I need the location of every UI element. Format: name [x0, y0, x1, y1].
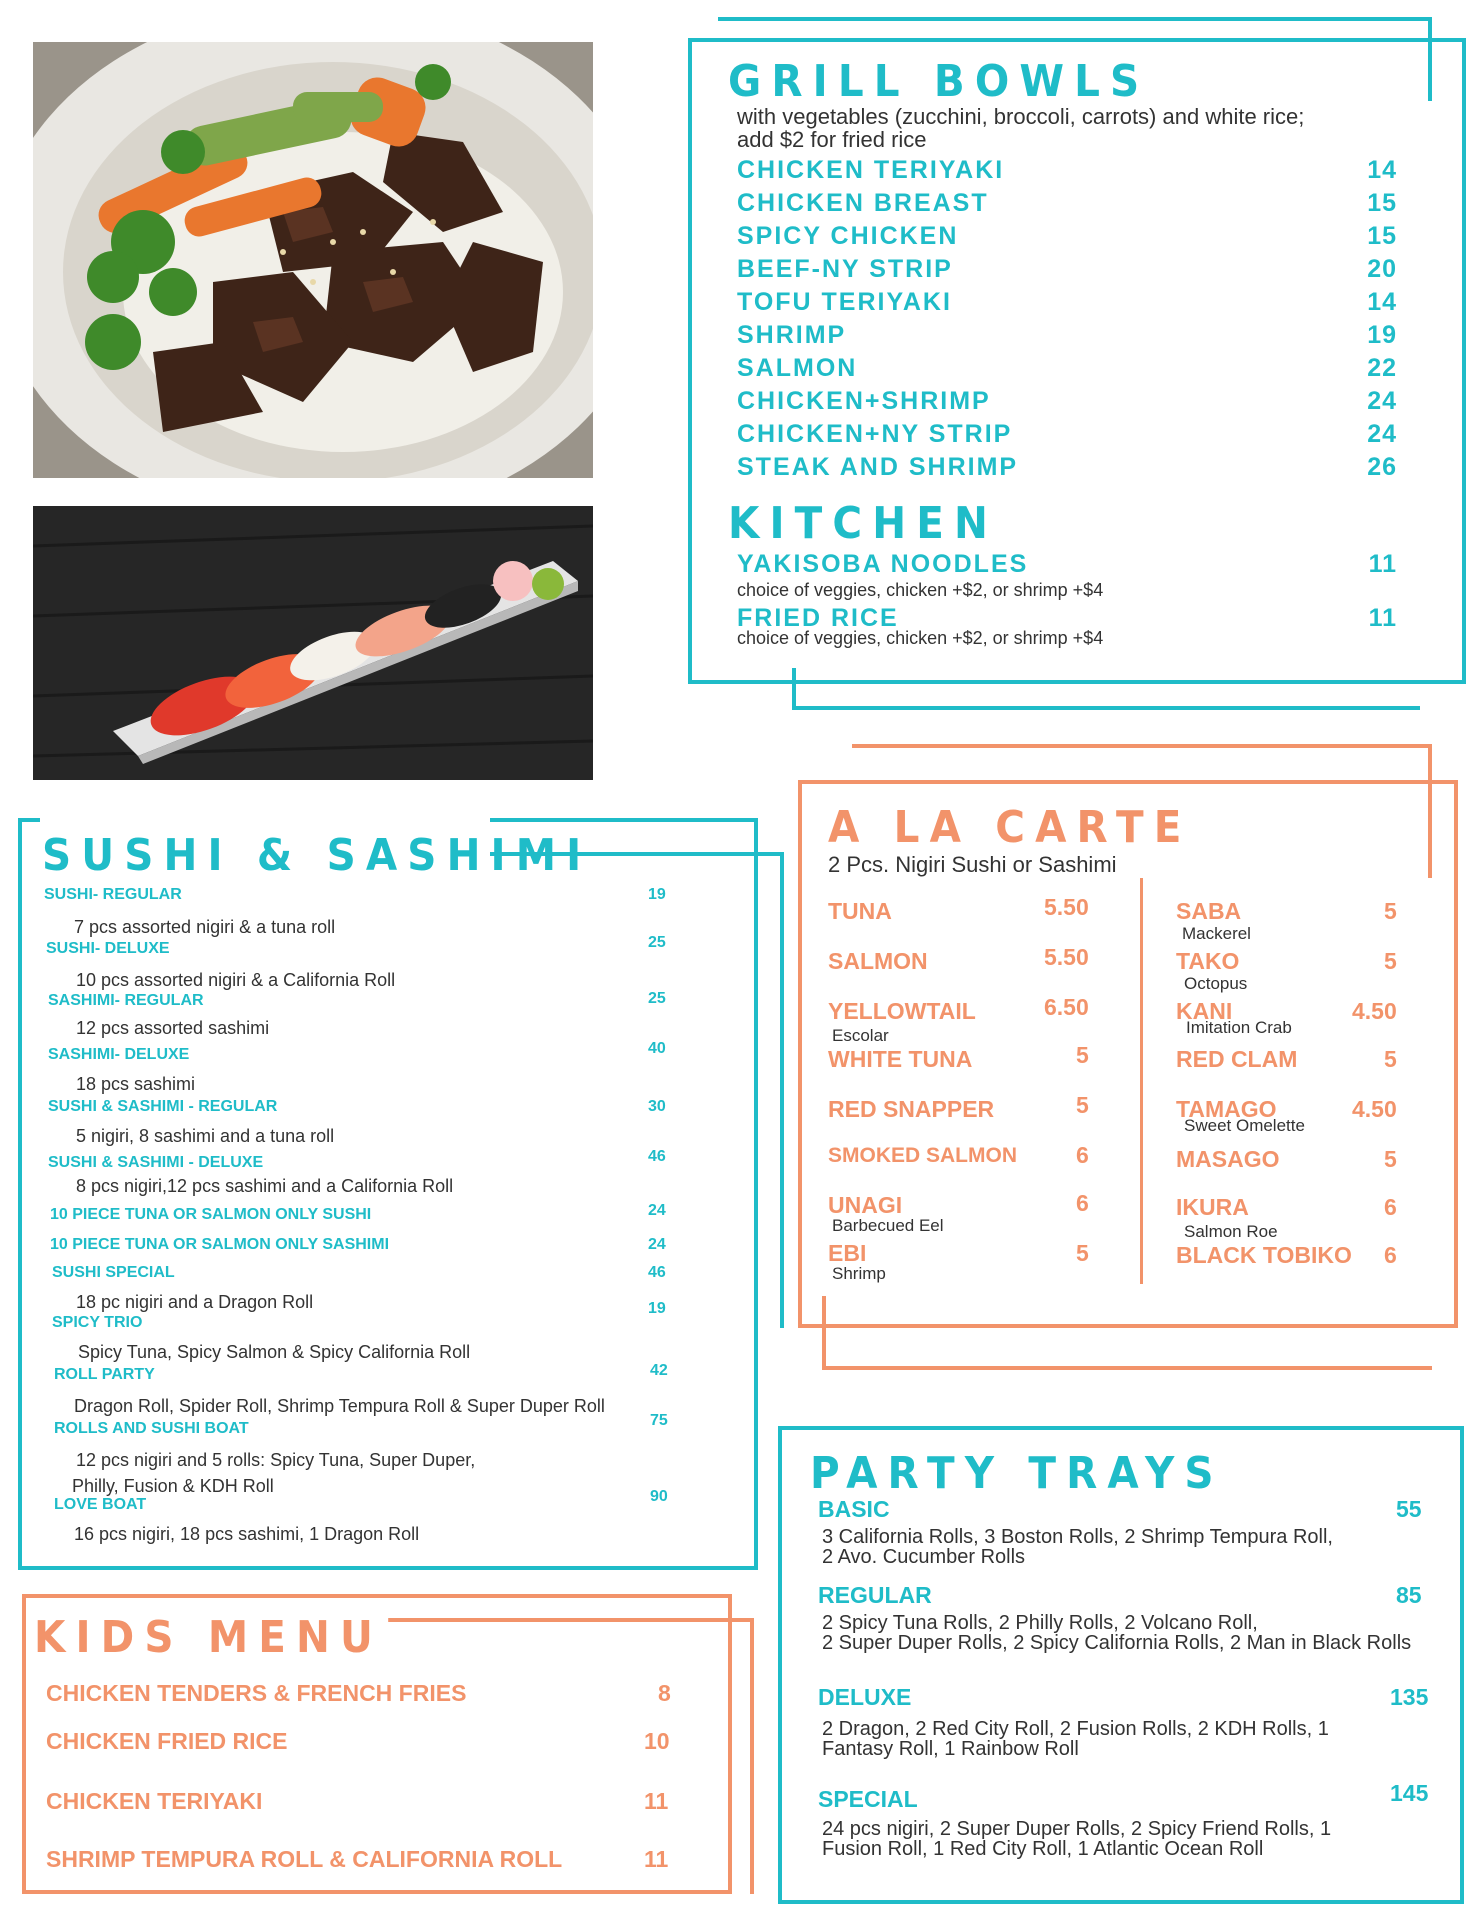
item-price: 6 — [1384, 1194, 1397, 1220]
item-price: 24 — [1367, 387, 1397, 415]
item-price: 20 — [1367, 255, 1397, 283]
sushi-top-left — [18, 818, 40, 822]
item-name[interactable]: RED CLAM — [1176, 1046, 1298, 1072]
item-desc: 18 pcs sashimi — [76, 1074, 196, 1094]
list-item[interactable] — [737, 255, 1397, 285]
item-desc: 18 pc nigiri and a Dragon Roll — [76, 1292, 314, 1312]
item-name[interactable]: WHITE TUNA — [828, 1046, 973, 1072]
item-desc: 3 California Rolls, 3 Boston Rolls, 2 Shrimp Tempura Roll, — [822, 1526, 1333, 1548]
item-desc: 12 pcs nigiri and 5 rolls: Spicy Tuna, Super Duper, — [76, 1450, 476, 1470]
item-desc: 2 Avo. Cucumber Rolls — [822, 1546, 1026, 1568]
beef-bowl-photo — [33, 42, 593, 478]
sushi-title: SUSHI & SASHIMI — [42, 830, 592, 881]
item-name: STEAK AND SHRIMP — [737, 453, 1019, 481]
item-desc: 10 pcs assorted nigiri & a California Roll — [76, 970, 396, 990]
list-item[interactable] — [737, 189, 1397, 219]
item-name[interactable]: MASAGO — [1176, 1146, 1280, 1172]
item-price: 19 — [648, 1300, 666, 1317]
item-name[interactable]: 10 PIECE TUNA OR SALMON ONLY SASHIMI — [50, 1236, 390, 1253]
item-price: 30 — [648, 1098, 666, 1115]
item-name[interactable]: EBI — [828, 1240, 867, 1266]
alc-top-accent — [852, 744, 1432, 748]
grill-bowls-desc-2: add $2 for fried rice — [737, 127, 927, 152]
item-name[interactable]: SUSHI SPECIAL — [52, 1264, 175, 1281]
item-name[interactable]: SUSHI- DELUXE — [46, 940, 170, 957]
item-name[interactable]: TAMAGO — [1176, 1096, 1277, 1122]
kitchen-title: KITCHEN — [728, 498, 999, 549]
list-item[interactable] — [737, 288, 1397, 318]
item-name: CHICKEN+NY STRIP — [737, 420, 1013, 448]
item-desc: Philly, Fusion & KDH Roll — [72, 1476, 274, 1496]
item-price: 11 — [644, 1846, 669, 1872]
item-price: 26 — [1367, 453, 1397, 481]
list-item[interactable] — [737, 354, 1397, 384]
item-price: 40 — [648, 1040, 666, 1057]
item-name[interactable]: CHICKEN TENDERS & FRENCH FRIES — [46, 1680, 467, 1706]
item-desc: 7 pcs assorted nigiri & a tuna roll — [74, 917, 336, 937]
item-name[interactable]: KANI — [1176, 998, 1233, 1024]
alc-left-accent — [822, 1296, 826, 1370]
item-price: 14 — [1367, 156, 1397, 184]
item-name[interactable]: SABA — [1176, 898, 1242, 924]
item-price: 90 — [650, 1488, 668, 1505]
alc-bottom-accent — [822, 1366, 1432, 1370]
item-name[interactable]: SMOKED SALMON — [828, 1144, 1017, 1167]
sushi-top-right — [490, 818, 758, 822]
item-desc: Fusion Roll, 1 Red City Roll, 1 Atlantic Ocean Roll — [822, 1838, 1264, 1860]
item-desc: 5 nigiri, 8 sashimi and a tuna roll — [76, 1126, 335, 1146]
item-name[interactable]: RED SNAPPER — [828, 1096, 995, 1122]
grill-right-accent — [1428, 17, 1432, 101]
item-name[interactable]: SHRIMP TEMPURA ROLL & CALIFORNIA ROLL — [46, 1846, 563, 1872]
nigiri-platter-photo — [33, 506, 593, 780]
item-desc: Imitation Crab — [1186, 1018, 1292, 1037]
kids-accent-right — [750, 1618, 754, 1894]
item-price: 10 — [644, 1728, 670, 1754]
sushi-accent-right — [780, 852, 784, 1328]
list-item[interactable] — [737, 550, 1397, 580]
item-name: TOFU TERIYAKI — [737, 288, 952, 316]
kitchen-desc: choice of veggies, chicken +$2, or shrimp +$4 — [737, 580, 1104, 600]
grill-left-accent — [792, 668, 796, 710]
item-desc: Barbecued Eel — [832, 1216, 944, 1235]
item-desc: 24 pcs nigiri, 2 Super Duper Rolls, 2 Spicy Friend Rolls, 1 — [822, 1818, 1332, 1840]
item-price: 14 — [1367, 288, 1397, 316]
party-trays-title: PARTY TRAYS — [810, 1448, 1224, 1499]
list-item[interactable] — [737, 387, 1397, 417]
item-name[interactable]: SASHIMI- REGULAR — [48, 992, 204, 1009]
item-price: 46 — [648, 1264, 666, 1281]
item-name: SPICY CHICKEN — [737, 222, 959, 250]
alc-right-accent — [1428, 744, 1432, 878]
a-la-carte-subtitle: 2 Pcs. Nigiri Sushi or Sashimi — [828, 852, 1117, 877]
item-desc: Fantasy Roll, 1 Rainbow Roll — [822, 1738, 1079, 1760]
item-price: 15 — [1367, 222, 1397, 250]
item-price: 5 — [1384, 1146, 1397, 1172]
item-desc: 2 Spicy Tuna Rolls, 2 Philly Rolls, 2 Volcano Roll, — [822, 1612, 1258, 1634]
item-name[interactable]: 10 PIECE TUNA OR SALMON ONLY SUSHI — [50, 1206, 372, 1223]
grill-bottom-accent — [792, 706, 1420, 710]
item-price: 5 — [1384, 1046, 1397, 1072]
item-name: FRIED RICE — [737, 604, 899, 632]
item-name[interactable]: SUSHI- REGULAR — [44, 886, 182, 903]
item-price: 19 — [1367, 321, 1397, 349]
alc-column-divider — [1140, 878, 1143, 1284]
item-price: 5.50 — [1044, 944, 1089, 970]
item-price: 25 — [648, 934, 666, 951]
item-price: 25 — [648, 990, 666, 1007]
grill-bowls-title: GRILL BOWLS — [728, 56, 1150, 107]
item-name: SHRIMP — [737, 321, 847, 349]
list-item[interactable] — [737, 222, 1397, 252]
item-desc: 2 Super Duper Rolls, 2 Spicy California Rolls, 2 Man in Black Rolls — [822, 1632, 1412, 1654]
item-price: 5 — [1076, 1240, 1089, 1266]
list-item[interactable] — [737, 156, 1397, 186]
item-name[interactable]: SALMON — [828, 948, 928, 974]
item-desc: 16 pcs nigiri, 18 pcs sashimi, 1 Dragon Roll — [74, 1524, 420, 1544]
item-price: 75 — [650, 1412, 668, 1429]
nigiri-illustration — [33, 506, 593, 780]
item-name: YAKISOBA NOODLES — [737, 550, 1029, 578]
item-desc: Octopus — [1184, 974, 1248, 993]
item-name[interactable]: BLACK TOBIKO — [1176, 1242, 1352, 1268]
item-price: 6.50 — [1044, 994, 1089, 1020]
item-name[interactable]: CHICKEN FRIED RICE — [46, 1728, 288, 1754]
item-name[interactable]: REGULAR — [818, 1582, 932, 1608]
item-price: 8 — [658, 1680, 671, 1706]
item-name[interactable]: CHICKEN TERIYAKI — [46, 1788, 263, 1814]
item-name[interactable]: IKURA — [1176, 1194, 1249, 1220]
item-name[interactable]: SUSHI & SASHIMI - REGULAR — [48, 1098, 278, 1115]
list-item[interactable] — [737, 453, 1397, 483]
item-price: 135 — [1390, 1684, 1429, 1710]
item-price: 4.50 — [1352, 998, 1397, 1024]
item-price: 15 — [1367, 189, 1397, 217]
item-name: CHICKEN BREAST — [737, 189, 989, 217]
item-name[interactable]: ROLLS AND SUSHI BOAT — [54, 1420, 249, 1437]
item-price: 55 — [1396, 1496, 1422, 1522]
item-price: 5.50 — [1044, 894, 1089, 920]
item-name[interactable]: YELLOWTAIL — [828, 998, 976, 1024]
item-price: 5 — [1076, 1092, 1089, 1118]
item-price: 46 — [648, 1148, 666, 1165]
item-name[interactable]: ROLL PARTY — [54, 1366, 155, 1383]
kids-menu-title: KIDS MENU — [34, 1616, 389, 1660]
item-price: 6 — [1076, 1142, 1089, 1168]
grill-top-accent — [718, 17, 1432, 21]
list-item[interactable] — [737, 420, 1397, 450]
item-name[interactable]: UNAGI — [828, 1192, 903, 1218]
item-name: CHICKEN+SHRIMP — [737, 387, 991, 415]
item-desc: Shrimp — [832, 1264, 886, 1283]
item-name[interactable]: SPECIAL — [818, 1786, 918, 1812]
item-price: 24 — [648, 1202, 666, 1219]
item-name[interactable]: SUSHI & SASHIMI - DELUXE — [48, 1154, 264, 1171]
kitchen-desc: choice of veggies, chicken +$2, or shrimp +$4 — [737, 628, 1104, 648]
item-price: 6 — [1384, 1242, 1397, 1268]
item-desc: Spicy Tuna, Spicy Salmon & Spicy California Roll — [78, 1342, 471, 1362]
item-price: 11 — [644, 1788, 669, 1814]
item-price: 5 — [1076, 1042, 1089, 1068]
item-price: 24 — [648, 1236, 666, 1253]
item-price: 145 — [1390, 1780, 1429, 1806]
item-name[interactable]: SPICY TRIO — [52, 1314, 143, 1331]
item-price: 11 — [1368, 550, 1397, 578]
item-name[interactable]: TAKO — [1176, 948, 1240, 974]
item-price: 24 — [1367, 420, 1397, 448]
a-la-carte-title: A LA CARTE — [828, 802, 1192, 853]
item-name[interactable]: DELUXE — [818, 1684, 912, 1710]
item-price: 5 — [1384, 948, 1397, 974]
item-price: 19 — [648, 886, 666, 903]
item-price: 4.50 — [1352, 1096, 1397, 1122]
item-price: 22 — [1367, 354, 1397, 382]
item-name[interactable]: TUNA — [828, 898, 892, 924]
item-desc: 8 pcs nigiri,12 pcs sashimi and a California Roll — [76, 1176, 454, 1196]
item-name: BEEF-NY STRIP — [737, 255, 953, 283]
item-name: SALMON — [737, 354, 858, 382]
item-name: CHICKEN TERIYAKI — [737, 156, 1005, 184]
item-price: 85 — [1396, 1582, 1422, 1608]
item-price: 11 — [1368, 604, 1397, 632]
item-desc: Escolar — [832, 1026, 889, 1045]
item-price: 6 — [1076, 1190, 1089, 1216]
item-desc: Dragon Roll, Spider Roll, Shrimp Tempura Roll & Super Duper Roll — [74, 1396, 605, 1416]
item-name[interactable]: LOVE BOAT — [54, 1496, 147, 1513]
item-desc: Sweet Omelette — [1184, 1116, 1305, 1135]
item-name[interactable]: BASIC — [818, 1496, 890, 1522]
beef-bowl-illustration — [33, 42, 593, 478]
item-desc: Salmon Roe — [1184, 1222, 1278, 1241]
grill-bowls-desc-1: with vegetables (zucchini, broccoli, carrots) and white rice; — [737, 104, 1305, 129]
item-desc: 2 Dragon, 2 Red City Roll, 2 Fusion Rolls, 2 KDH Rolls, 1 — [822, 1718, 1329, 1740]
item-price: 5 — [1384, 898, 1397, 924]
item-price: 42 — [650, 1362, 668, 1379]
item-name[interactable]: SASHIMI- DELUXE — [48, 1046, 190, 1063]
list-item[interactable] — [737, 321, 1397, 351]
item-desc: Mackerel — [1182, 924, 1251, 943]
item-desc: 12 pcs assorted sashimi — [76, 1018, 270, 1038]
